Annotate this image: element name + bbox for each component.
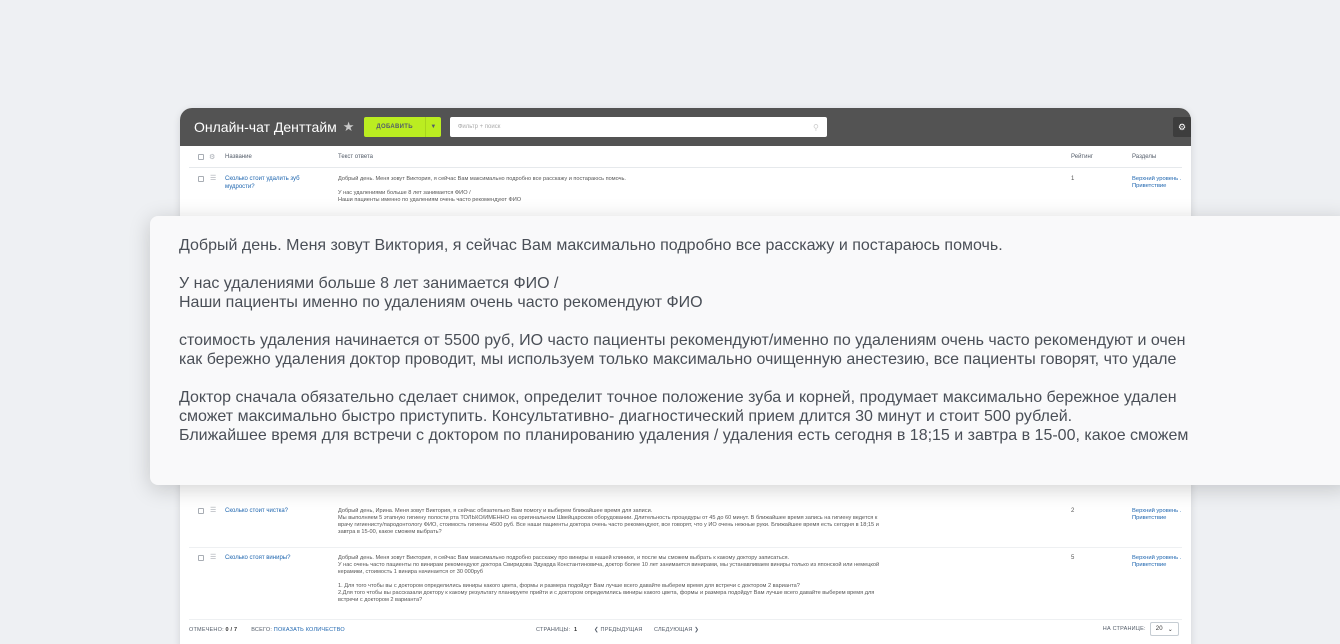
- row-text: Добрый день, Ирина. Меня зовут Виктория, я сейчас обязательно Вам помогу и выберем ближайшее время для записи. Мы выполняем 5 этапную гигиену полости рта ТОЛЬКО/ИМЕННО на оригинальном Швейцарском оборудовании. Длительность процедуры от 45 до 60 минут. В ближайшее время запись на гигиену ведется к врачу гигиенисту/пародонтологу ФИО, стоимость гигиены 4500 руб. Все наши пациенты доктора очень часто рекомендуют, все говорят, что у ИО очень нежные руки. Ближайшее время есть сегодня в 18;15 и завтра в 15-00, какое сможем выбрать?: [338, 508, 879, 535]
- gear-icon[interactable]: ⚙: [209, 154, 216, 161]
- row-section-link[interactable]: Верхний уровень . Приветствие: [1132, 508, 1182, 521]
- current-page[interactable]: 1: [574, 627, 578, 633]
- header-text[interactable]: Текст ответа: [338, 153, 374, 160]
- marked-count: 0 / 7: [225, 627, 238, 633]
- chevron-down-icon[interactable]: ▼: [425, 117, 441, 137]
- row-name-link[interactable]: Сколько стоит удалить зуб мудрости?: [225, 176, 300, 190]
- total-label: ВСЕГО:: [251, 627, 273, 633]
- header-name[interactable]: Название: [225, 153, 252, 160]
- menu-icon[interactable]: ☰: [210, 507, 217, 514]
- popup-answer-text: Добрый день. Меня зовут Виктория, я сейчас Вам максимально подробно все расскажу и постараюсь помочь. У нас удалениями больше 8 лет занимается ФИО / Наши пациенты именно по удалениям очень часто рекомендуют ФИО стоимость удаления начинается от 5500 руб, ИО часто пациенты рекомендуют/именно по удалениям очень часто рекомендуют и очен как бережно удаления доктор проводит, мы используем только максимально очищенную анестезию, все пациенты говорят, что удале Доктор сначала обязательно сделает снимок, определит точное положение зуба и корней, продумает максимально бережное удален сможет максимально быстро приступить. Консультативно- диагностический прием длится 30 минут и стоит 500 рублей. Ближайшее время для встречи с доктором по планированию удаления / удаления есть сегодня в 18;15 и завтра в 15-00, какое сможем: [179, 237, 1189, 444]
- chevron-down-icon[interactable]: ⌄: [1167, 626, 1173, 633]
- row-checkbox[interactable]: [198, 508, 204, 514]
- row-name-link[interactable]: Сколько стоит чистка?: [225, 508, 288, 514]
- row-checkbox[interactable]: [198, 555, 204, 561]
- row-text: Добрый день. Меня зовут Виктория, я сейчас Вам максимально подробно все расскажу и постараюсь помочь. У нас удалениями больше 8 лет занимается ФИО / Наши пациенты именно по удалениям очень часто рекомендуют ФИО: [338, 176, 626, 203]
- row-section-link[interactable]: Верхний уровень . Приветствие: [1132, 555, 1182, 568]
- add-button-label[interactable]: ДОБАВИТЬ: [376, 124, 413, 130]
- grid-header: [189, 146, 1182, 168]
- row-text: Добрый день. Меня зовут Виктория, я сейчас Вам максимально подробно расскажу про виниры в нашей клинике, и после мы сможем выбрать к какому доктору записаться. У нас очень часто пациенты по винирам рекомендуют доктора Свиридова Эдуарда Константиновича, доктор более 10 лет занимается винирами, мы устанавливаем виниры только из японской или немецкой керамики, стоимость 1 винира начинается от 30 000руб 1. Для того чтобы вы с доктором определились виниры какого цвета, формы и размера подойдут Вам лучше всего давайте выберем время для встречи с доктором 2 варианта? 2.Для того чтобы вы рассказали доктору к какому результату планируете прийти и с доктором определились виниры какого цвета, формы и размера подойдут Вам лучше всего давайте выберем время для встречи с доктором 2 варианта?: [338, 555, 880, 603]
- menu-icon[interactable]: ☰: [210, 175, 217, 182]
- per-page-select[interactable]: [1150, 622, 1179, 636]
- per-page-label: НА СТРАНИЦЕ:: [1102, 626, 1146, 632]
- prev-page-link[interactable]: ❮ ПРЕДЫДУЩАЯ: [594, 627, 643, 633]
- row-rating: 2: [1071, 508, 1075, 514]
- search-box[interactable]: [450, 117, 827, 137]
- per-page-value[interactable]: 20: [1155, 626, 1163, 632]
- table-row[interactable]: [189, 168, 1182, 218]
- row-rating: 5: [1071, 555, 1075, 561]
- next-page-link[interactable]: СЛЕДУЮЩАЯ ❯: [654, 627, 700, 633]
- row-checkbox[interactable]: [198, 176, 204, 182]
- select-all-checkbox[interactable]: [198, 154, 204, 160]
- search-input[interactable]: [458, 124, 758, 130]
- marked-label: ОТМЕЧЕНО:: [189, 627, 224, 633]
- row-name-link[interactable]: Сколько стоят виниры?: [225, 555, 291, 561]
- table-row[interactable]: [189, 548, 1182, 620]
- header-sections[interactable]: Разделы: [1132, 153, 1157, 160]
- settings-gear-icon[interactable]: ⚙: [1173, 117, 1191, 137]
- answer-preview-popup: [150, 216, 1340, 485]
- search-icon[interactable]: ⚲: [812, 122, 819, 132]
- pages-label: СТРАНИЦЫ:: [536, 627, 571, 633]
- table-row[interactable]: [189, 502, 1182, 548]
- page-size-control: [1103, 622, 1179, 636]
- menu-icon[interactable]: ☰: [210, 554, 217, 561]
- row-section-link[interactable]: Верхний уровень . Приветствие: [1132, 176, 1182, 189]
- header-rating[interactable]: Рейтинг: [1071, 153, 1094, 160]
- title-bar: [180, 108, 1191, 146]
- row-rating: 1: [1071, 176, 1075, 182]
- page-title: Онлайн-чат Денттайм: [194, 119, 337, 135]
- add-button[interactable]: [364, 117, 440, 137]
- grid-footer: [189, 620, 1182, 640]
- star-icon[interactable]: ★: [342, 119, 355, 134]
- show-count-link[interactable]: ПОКАЗАТЬ КОЛИЧЕСТВО: [273, 627, 345, 633]
